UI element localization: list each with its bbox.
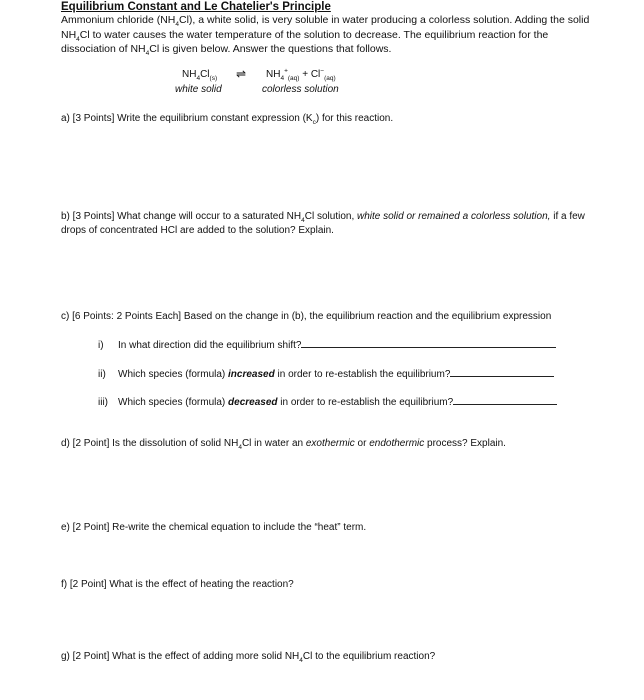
- question-c-i: i) In what direction did the equilibrium shift?: [98, 338, 556, 351]
- product-label: colorless solution: [262, 84, 339, 95]
- question-d: d) [2 Point] Is the dissolution of solid $NH_4Cl$ in water an exothermic or endothermic process? Explain.: [61, 438, 506, 451]
- question-c: c) [6 Points: 2 Points Each] Based on the change in (b), the equilibrium reaction and the equilibrium expression: [61, 311, 552, 322]
- equation-products: $NH_4^+_{(aq)} + Cl^-_{(aq)}$: [266, 67, 336, 82]
- question-g: g) [2 Point] What is the effect of adding more solid $NH_4Cl$ to the equilibrium reaction?: [61, 651, 436, 664]
- answer-blank-c-iii[interactable]: [453, 395, 557, 405]
- question-b: b) [3 Points] What change will occur to a saturated $NH_4Cl$ solution, white solid or remained a colorless solution, if a few drops of concentrated HCl are added to the solution? Explain.: [61, 211, 585, 236]
- answer-blank-c-ii[interactable]: [450, 367, 554, 377]
- question-c-iii: iii) Which species (formula) decreased in order to re-establish the equilibrium?: [98, 395, 557, 408]
- question-c-ii: ii) Which species (formula) increased in order to re-establish the equilibrium?: [98, 367, 554, 380]
- intro-paragraph: Ammonium chloride $(NH_4Cl)$, a white solid, is very soluble in water producing a colorless solution. Adding the solid $NH_4Cl$ to water causes the water temperature of the solution to decrease. The equilibrium reaction for the dissociation of $NH_4Cl$ is given below. Answer the questions that follows.: [61, 14, 590, 58]
- question-e: e) [2 Point] Re-write the chemical equation to include the “heat” term.: [61, 522, 367, 533]
- reactant-label: white solid: [175, 84, 222, 95]
- answer-blank-c-i[interactable]: [301, 338, 556, 348]
- question-f: f) [2 Point] What is the effect of heating the reaction?: [61, 579, 294, 590]
- equilibrium-arrow-icon: ⇌: [236, 67, 247, 81]
- question-a: a) [3 Points] Write the equilibrium constant expression $(K_c)$ for this reaction.: [61, 113, 394, 126]
- page-title: Equilibrium Constant and Le Chatelier's Principle: [61, 1, 331, 13]
- equation-reactant: $NH_4Cl_{(s)}$: [182, 69, 218, 82]
